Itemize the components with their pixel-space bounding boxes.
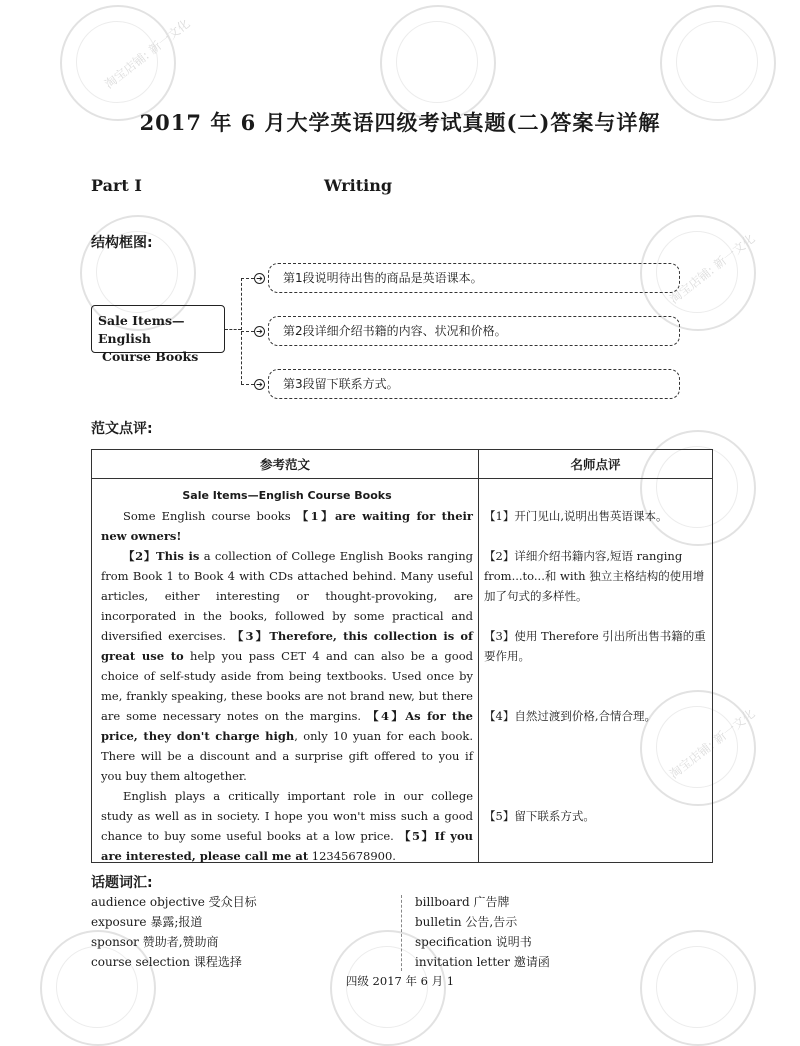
annotation-1: 【1】are waiting for their new owners! [101, 509, 473, 543]
vocab-item: course selection 课程选择 [91, 955, 242, 969]
page-footer: 四级 2017 年 6 月 1 [345, 974, 455, 988]
essay-paragraph-1: Some English course books 【1】are waiting for their new owners! [101, 509, 473, 543]
watermark-seal [60, 5, 176, 121]
structure-root-line1: Sale Items—English [98, 313, 185, 346]
comment-4: 【4】自然过渡到价格,合情合理。 [484, 709, 656, 723]
comment-2: 【2】详细介绍书籍内容,短语 ranging from...to...和 with 独立主格结构的使用增加了句式的多样性。 [484, 549, 705, 603]
part-label: Part Ⅰ [91, 176, 142, 195]
connector-line [241, 278, 254, 279]
part-name: Writing [324, 176, 393, 195]
vocab-item: billboard 广告牌 [415, 895, 510, 909]
column-divider [478, 450, 479, 862]
vocab-item: bulletin 公告,告示 [415, 915, 518, 929]
watermark-seal [380, 5, 496, 121]
structure-root-box [91, 305, 225, 364]
table-header-essay: 参考范文 [259, 457, 310, 472]
vocab-item: audience objective 受众目标 [91, 895, 257, 909]
annotation-4: 【4】As for the price, they don't charge high [101, 709, 473, 743]
structure-root-line2: Course Books [102, 349, 199, 364]
arrow-right-icon: ➔ [254, 273, 265, 284]
essay-paragraph-2: 【2】This is a collection of College English Books ranging from Book 1 to Book 4 with CDs attached behind. Many useful articles, either interesting or thought-provoking, are incorporated in the books, followed by some practical and diversified exercises. 【3】Therefore, this collection is of great use to help you pass CET 4 and can also be a good choice of self-study aside from being textbooks. Used once by me, frankly speaking, these books are not brand new, but there are some necessary notes on the margins. 【4】As for the price, they don't charge high, only 10 yuan for each book. There will be a discount and a surprise gift offered to you if you buy them altogether. [101, 549, 473, 783]
vocab-item: sponsor 赞助者,赞助商 [91, 935, 219, 949]
vocab-right-list [415, 892, 550, 972]
comment-1: 【1】开门见山,说明出售英语课本。 [484, 509, 668, 523]
essay-title: Sale Items—English Course Books [182, 489, 392, 502]
vocab-heading: 话题词汇: [91, 875, 153, 891]
connector-line [225, 329, 241, 330]
vocab-item: exposure 暴露;报道 [91, 915, 203, 929]
arrow-right-icon: ➔ [254, 326, 265, 337]
structure-branch-2: 第2段详细介绍书籍的内容、状况和价格。 [268, 316, 680, 346]
review-table [91, 449, 713, 863]
watermark-seal [660, 5, 776, 121]
watermark-text: 淘宝店铺: 新一文化 [667, 706, 758, 782]
connector-line [241, 384, 254, 385]
structure-heading: 结构框图: [91, 235, 153, 251]
annotation-3: 【3】Therefore, this collection is of great use to [101, 629, 473, 663]
vocab-item: specification 说明书 [415, 935, 532, 949]
comment-3: 【3】使用 Therefore 引出所出售书籍的重要作用。 [484, 629, 706, 663]
table-header-comment: 名师点评 [570, 457, 621, 472]
annotation-5: 【5】If you are interested, please call me at [101, 829, 473, 863]
annotation-2: 【2】This is [123, 549, 200, 563]
vocab-divider [401, 895, 402, 971]
model-essay [101, 486, 473, 866]
page-title: 2017 年 6 月大学英语四级考试真题(二)答案与详解 [139, 110, 661, 135]
review-heading: 范文点评: [91, 421, 153, 437]
arrow-right-icon: ➔ [254, 379, 265, 390]
structure-branch-1: 第1段说明待出售的商品是英语课本。 [268, 263, 680, 293]
watermark-text: 淘宝店铺: 新一文化 [667, 231, 758, 307]
comment-5: 【5】留下联系方式。 [484, 809, 595, 823]
connector-line [241, 331, 254, 332]
essay-paragraph-3: English plays a critically important role in our college study as well as in society. I hope you won't miss such a good chance to buy some useful books at a low price. 【5】If you are interested, please call me at 12345678900. [101, 789, 473, 863]
vocab-item: invitation letter 邀请函 [415, 955, 550, 969]
vocab-left-list [91, 892, 257, 972]
watermark-text: 淘宝店铺: 新一文化 [102, 16, 193, 92]
structure-branch-3: 第3段留下联系方式。 [268, 369, 680, 399]
